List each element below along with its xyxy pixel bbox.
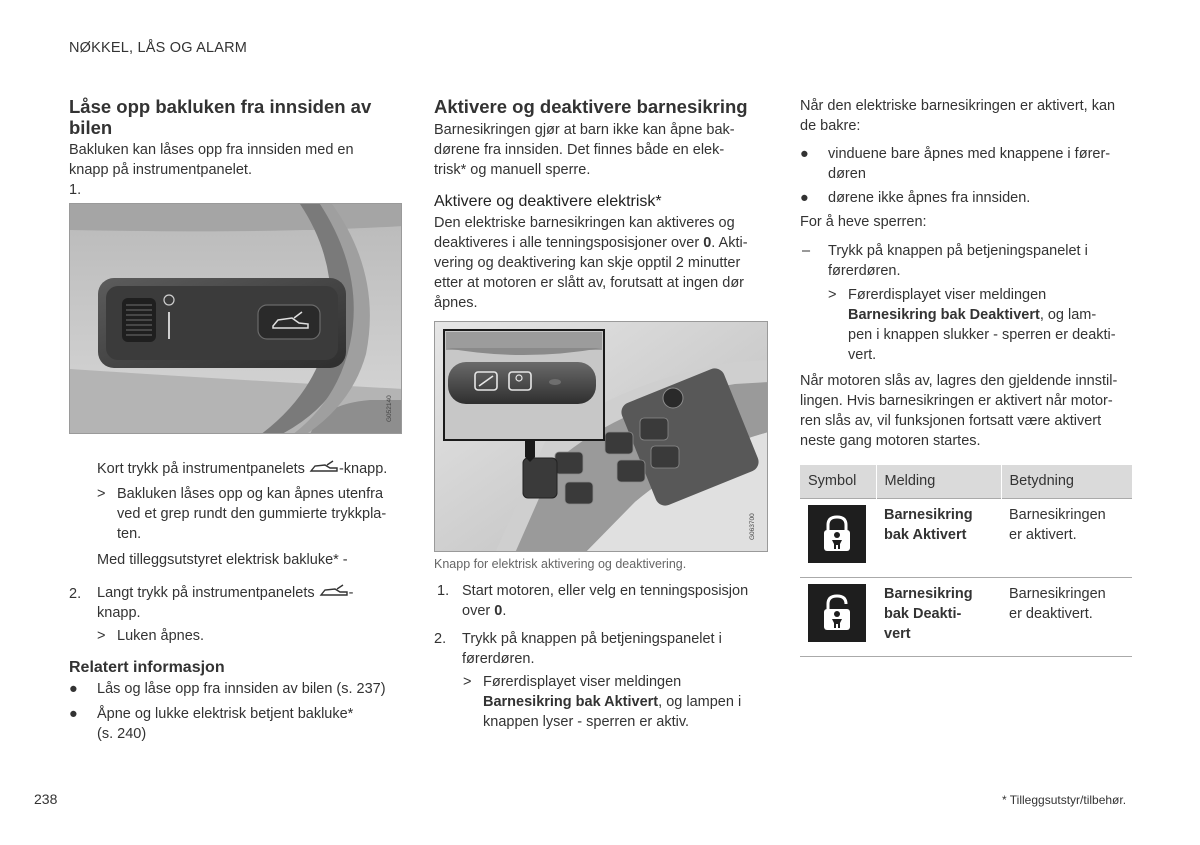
meaning-cell <box>1001 498 1132 577</box>
related-info-heading: Relatert informasjon <box>69 659 225 676</box>
text-line: Barnesikring <box>884 506 973 523</box>
text-line: Barnesikringen gjør at barn ikke kan åpne bak- <box>434 122 735 138</box>
text-segment: , og lampen i <box>658 694 742 710</box>
bullet-icon: ● <box>800 146 809 162</box>
bullet-icon: ● <box>69 706 78 722</box>
text-line: åpnes. <box>434 295 478 311</box>
text-line: Bakluken låses opp og kan åpnes utenfra <box>117 486 384 502</box>
text-segment: , og lam- <box>1039 307 1097 323</box>
text-line: ten. <box>117 526 142 542</box>
text-line: vinduene bare åpnes med knappene i fører- <box>828 146 1111 162</box>
text-line: Når den elektriske barnesikringen er aktivert, kan <box>800 98 1116 114</box>
symbol-cell <box>800 577 876 656</box>
ignition-position: 0 <box>494 603 503 619</box>
text-line: Barnesikringen <box>1009 585 1106 602</box>
text-line: vering og deaktivering kan skje opptil 2 minutter <box>434 255 741 271</box>
active-paragraph <box>800 96 1115 136</box>
list-item-text: dørene ikke åpnes fra innsiden. <box>828 190 1031 206</box>
step2-result: Luken åpnes. <box>117 628 205 644</box>
display-message: Barnesikring bak Deaktivert <box>848 307 1040 323</box>
step-number: 1. <box>437 583 450 599</box>
text-line: Barnesikringen <box>1009 506 1106 523</box>
child-lock-intro <box>434 120 735 180</box>
text-line: bak Deakti- <box>884 605 962 622</box>
step1-text <box>97 459 387 479</box>
child-lock-locked-icon <box>808 505 866 563</box>
memory-paragraph <box>800 371 1117 451</box>
ignition-position: 0 <box>703 235 712 251</box>
step1-result <box>117 484 386 544</box>
text-line: Trykk på knappen på betjeningspanelet i <box>828 243 1088 259</box>
table-row <box>800 577 1132 656</box>
option-text: Med tilleggsutstyret elektrisk bakluke* - <box>97 552 348 568</box>
text-segment: - <box>348 585 354 601</box>
text-line: de bakre: <box>800 118 861 134</box>
column-header: Betydning <box>1001 465 1132 498</box>
text-segment: førerdøren. <box>462 651 535 667</box>
text-line: er deaktivert. <box>1009 605 1093 622</box>
section-heading-child-lock: Aktivere og deaktivere barnesikring <box>434 96 748 117</box>
text-line: trisk* og manuell sperre. <box>434 162 591 178</box>
text-line: etter at motoren er slått av, forutsatt at ingen dør <box>434 275 745 291</box>
image-code: G052140 <box>386 395 393 422</box>
step2-result <box>483 672 741 732</box>
text-line: knappen lyser - sperren er aktiv. <box>483 714 690 730</box>
text-line: vert <box>884 625 911 642</box>
text-line: Den elektriske barnesikringen kan aktiveres og <box>434 215 735 231</box>
text-segment: over <box>462 603 491 619</box>
page-number: 238 <box>34 791 58 807</box>
result-mark: > <box>828 287 837 303</box>
table-header-row <box>800 465 1132 498</box>
text-line: Når motoren slås av, lagres den gjeldende innstil- <box>800 373 1118 389</box>
result-mark: > <box>97 628 106 644</box>
step-number: 2. <box>434 631 447 647</box>
step2-text <box>462 629 722 669</box>
text-segment: Langt trykk på instrumentpanelets <box>97 585 315 601</box>
text-segment: deaktiveres i alle tenningsposisjoner over <box>434 235 700 251</box>
figure-caption: Knapp for elektrisk aktivering og deaktivering. <box>434 557 687 571</box>
result-mark: > <box>97 486 106 502</box>
text-segment: knapp. <box>97 605 141 621</box>
symbol-cell <box>800 498 876 577</box>
step-number: 2. <box>69 586 82 602</box>
electric-subheading: Aktivere og deaktivere elektrisk* <box>434 193 662 210</box>
text-segment: . <box>502 603 507 619</box>
step1-text <box>462 581 748 621</box>
message-cell <box>876 498 1001 577</box>
text-line: førerdøren. <box>828 263 901 279</box>
list-item-text <box>828 144 1110 184</box>
text-line: pen i knappen slukker - sperren er deakti- <box>848 327 1116 343</box>
step2-text <box>97 583 354 623</box>
text-segment: . Akti- <box>711 235 748 251</box>
electric-paragraph <box>434 213 748 313</box>
tailgate-intro <box>69 140 354 180</box>
table-row <box>800 498 1132 577</box>
text-line: Start motoren, eller velg en tenningsposisjon <box>462 583 749 599</box>
left-section <box>69 96 371 138</box>
text-line[interactable]: (s. 240) <box>97 726 147 742</box>
text-line: Førerdisplayet viser meldingen <box>848 287 1047 303</box>
text-line[interactable]: Åpne og lukke elektrisk betjent bakluke* <box>97 706 354 722</box>
text-line: lingen. Hvis barnesikringen er aktivert når motor- <box>800 393 1113 409</box>
related-link-text[interactable]: Lås og låse opp fra innsiden av bilen (s. 237) <box>97 681 386 697</box>
text-line: ved et grep rundt den gummierte trykkpla- <box>117 506 387 522</box>
text-line: neste gang motoren startes. <box>800 433 981 449</box>
text-line: Barnesikring <box>884 585 973 602</box>
section-heading-tailgate <box>69 96 371 138</box>
result-mark: > <box>463 674 472 690</box>
dash-mark: – <box>802 243 811 259</box>
deactivate-result <box>848 285 1116 365</box>
child-lock-unlocked-icon <box>808 584 866 642</box>
bullet-icon: ● <box>69 681 78 697</box>
text-segment: -knapp. <box>338 461 388 477</box>
deactivate-intro: For å heve sperren: <box>800 214 927 230</box>
deactivate-step <box>828 241 1088 281</box>
meaning-cell <box>1001 577 1132 656</box>
text-line: knapp på instrumentpanelet. <box>69 162 252 178</box>
text-line: Førerdisplayet viser meldingen <box>483 674 682 690</box>
footnote: * Tilleggsutstyr/tilbehør. <box>1002 793 1127 807</box>
text-line: ren slås av, vil funksjonen fortsatt være aktivert <box>800 413 1102 429</box>
tailgate-icon <box>309 460 339 474</box>
column-header: Melding <box>876 465 1001 498</box>
tailgate-icon <box>319 584 349 598</box>
step-number: 1. <box>69 182 82 198</box>
text-line: døren <box>828 166 866 182</box>
text-line: er aktivert. <box>1009 526 1077 543</box>
heading-line: Låse opp bakluken fra innsiden av <box>69 96 372 117</box>
symbol-table <box>800 465 1132 657</box>
image-code: G063700 <box>749 513 756 540</box>
door-panel-photo <box>434 321 768 552</box>
message-cell <box>876 577 1001 656</box>
text-line: Trykk på knappen på betjeningspanelet i <box>462 631 722 647</box>
tailgate-button-photo <box>69 203 402 434</box>
text-line: bak Aktivert <box>884 526 967 543</box>
running-header: NØKKEL, LÅS OG ALARM <box>69 40 248 56</box>
dashboard-illustration <box>70 204 402 434</box>
bullet-icon: ● <box>800 190 809 206</box>
text-line: vert. <box>848 347 877 363</box>
heading-line: bilen <box>69 117 113 138</box>
display-message: Barnesikring bak Aktivert <box>483 694 659 710</box>
text-line: Bakluken kan låses opp fra innsiden med en <box>69 142 354 158</box>
related-link-text[interactable] <box>97 704 353 744</box>
door-panel-illustration <box>435 322 768 552</box>
column-header: Symbol <box>800 465 876 498</box>
text-line: dørene fra innsiden. Det finnes både en elek- <box>434 142 725 158</box>
text-segment: Kort trykk på instrumentpanelets <box>97 461 305 477</box>
